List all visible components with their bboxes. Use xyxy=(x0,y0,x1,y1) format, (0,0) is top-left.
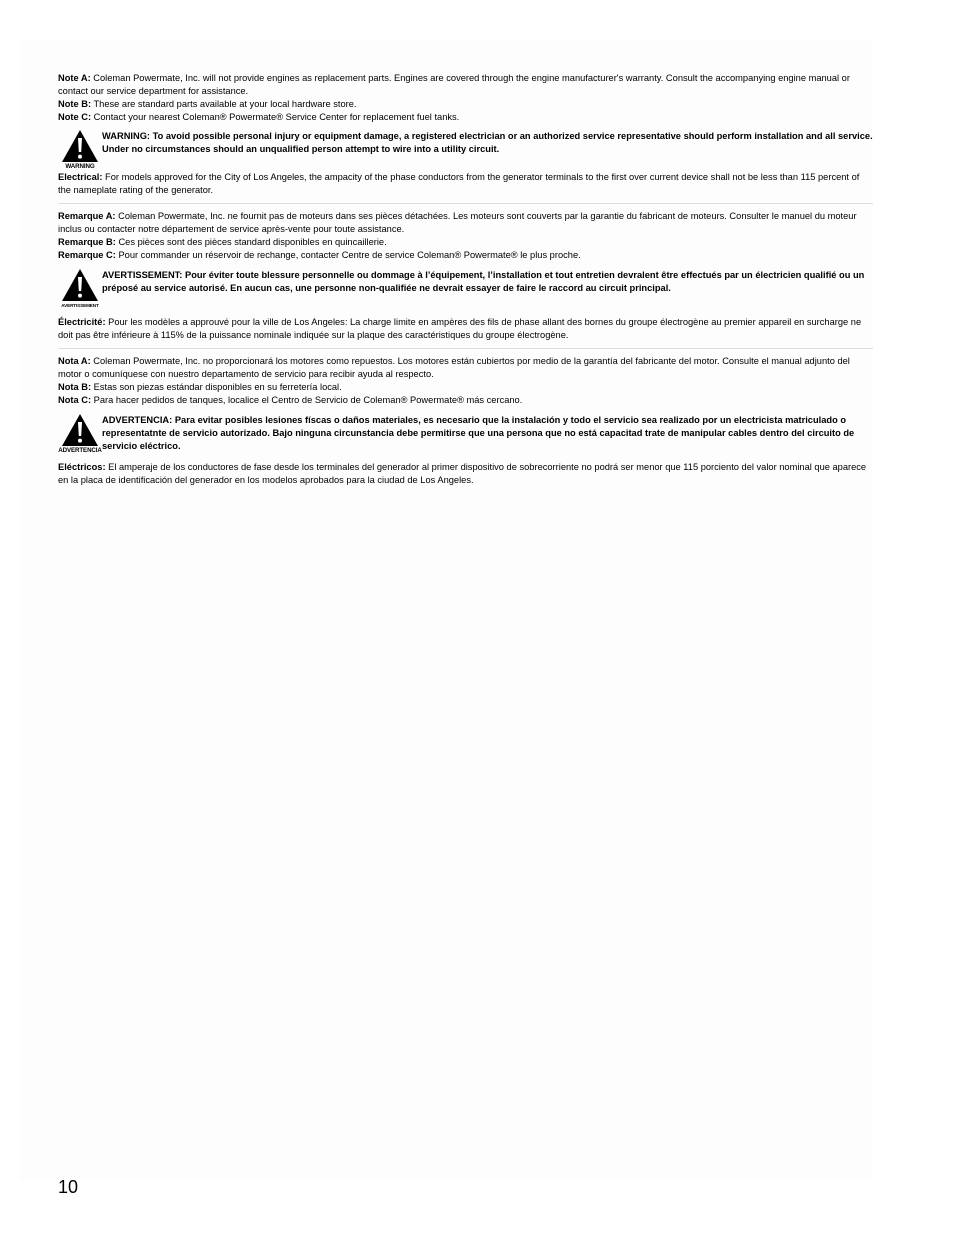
remarque-a xyxy=(58,210,873,236)
avertissement-text: AVERTISSEMENT: Pour éviter toute blessure personnelle ou dommage à l’équipement, l’installation et tout entretien devralent être effectués par un électricien qualifié ou un préposé au service autorisé. En aucun cas, une personne non-qualifiée ne devrait essayer de faire le raccord au circuit principal. xyxy=(102,270,865,293)
electrical-note xyxy=(58,171,873,197)
page-number: 10 xyxy=(58,1177,79,1197)
note-b xyxy=(58,98,873,111)
warning-text: WARNING: To avoid possible personal injury or equipment damage, a registered electrician or an authorized service representative should perform installation and all service. Under no circumstances should an unqualified person attempt to wire into a utility circuit. xyxy=(102,131,873,154)
nota-c-text: Para hacer pedidos de tanques, localice el Centro de Servicio de Coleman® Powermate® más cercano. xyxy=(91,395,523,405)
avertissement-block xyxy=(58,268,873,310)
avertissement-icon-label: AVERTISSEMENT xyxy=(61,303,99,308)
nota-c-label: Nota C: xyxy=(58,395,92,405)
note-b-text: These are standard parts available at your local hardware store. xyxy=(91,99,357,109)
warning-block xyxy=(58,129,873,171)
warning-icon-box xyxy=(58,129,102,171)
remarque-b-text: Ces pièces sont des pièces standard disponibles en quincaillerie. xyxy=(115,237,387,247)
note-a-text: Coleman Powermate, Inc. will not provide engines as replacement parts. Engines are covered through the engine manufacturer's warranty. Consult the accompanying engine manual or contact our service department for assistance. xyxy=(58,73,850,96)
warning-exclamation-icon xyxy=(61,129,99,163)
nota-b-text: Estas son piezas estándar disponibles en su ferretería local. xyxy=(91,382,342,392)
electricos-label: Eléctricos: xyxy=(58,462,106,472)
remarque-a-label: Remarque A: xyxy=(58,211,116,221)
nota-b xyxy=(58,381,873,394)
nota-a-label: Nota A: xyxy=(58,356,91,366)
warning-exclamation-icon xyxy=(61,413,99,447)
advertencia-icon-label: ADVERTENCIA xyxy=(58,447,102,454)
note-c xyxy=(58,111,873,124)
document-body xyxy=(58,72,873,487)
advertencia-text: ADVERTENCIA: Para evitar posibles lesiones físcas o daños materiales, es necesario que la instalación y todo el servicio sea realizado por un electricista matriculado o representatnte de servicio autorizado. Bajo ninguna circunstancia debe permitirse que una persona que no está capacitad trate de manipular cables dentro del circuito de servicio eléctrico. xyxy=(102,415,855,451)
electricos-note xyxy=(58,461,873,487)
note-a xyxy=(58,72,873,98)
remarque-c-text: Pour commander un réservoir de rechange, contacter Centre de service Coleman® Powermate® le plus proche. xyxy=(115,250,581,260)
electricite-label: Électricité: xyxy=(58,317,106,327)
avertissement-icon-box xyxy=(58,268,102,310)
electricite-note xyxy=(58,316,873,342)
remarque-a-text: Coleman Powermate, Inc. ne fournit pas de moteurs dans ses pièces détachées. Les moteurs sont couverts par la garantie du fabricant de moteurs. Consulter le manuel du moteur inclus ou contacter notre département de service après-vente pour toute assistance. xyxy=(58,211,857,234)
remarque-b-label: Remarque B: xyxy=(58,237,116,247)
note-c-label: Note C: xyxy=(58,112,92,122)
warning-exclamation-icon xyxy=(61,268,99,302)
french-section xyxy=(58,210,873,342)
electricite-text: Pour les modèles a approuvé pour la ville de Los Angeles: La charge limite en ampères des fils de phase allant des bornes du groupe électrogène au premier appareil en surcharge ne doit pas être inférieure à 115% de la puissance nominale indiquée sur la plaque des caractéristiques du groupe électrogène. xyxy=(58,317,862,340)
nota-b-label: Nota B: xyxy=(58,382,92,392)
english-section xyxy=(58,72,873,197)
note-b-label: Note B: xyxy=(58,99,92,109)
section-divider xyxy=(58,203,873,204)
note-a-label: Note A: xyxy=(58,73,91,83)
nota-a xyxy=(58,355,873,381)
spanish-section xyxy=(58,355,873,487)
electricos-text: El amperaje de los conductores de fase desde los terminales del generador al primer dispositivo de sobrecorriente no podrá ser menor que 115 porciento del valor nominal que aparece en la placa de identificación del generador en los modelos aprobados para la ciudad de Los Angeles. xyxy=(58,462,867,485)
electrical-label: Electrical: xyxy=(58,172,103,182)
remarque-c-label: Remarque C: xyxy=(58,250,116,260)
nota-a-text: Coleman Powermate, Inc. no proporcionará los motores como repuestos. Los motores están cubiertos por medio de la garantía del fabricante del motor. Consulte el manual adjunto del motor o comuníquese con nuestro departamento de servicio para recibir ayuda al respecto. xyxy=(58,356,850,379)
warning-icon-label: WARNING xyxy=(65,163,95,170)
remarque-c xyxy=(58,249,873,262)
nota-c xyxy=(58,394,873,407)
remarque-b xyxy=(58,236,873,249)
section-divider xyxy=(58,348,873,349)
advertencia-block xyxy=(58,413,873,455)
note-c-text: Contact your nearest Coleman® Powermate® Service Center for replacement fuel tanks. xyxy=(91,112,460,122)
advertencia-icon-box xyxy=(58,413,102,455)
electrical-text: For models approved for the City of Los Angeles, the ampacity of the phase conductors from the generator terminals to the first over current device shall not be less than 115 percent of the nameplate rating of the generator. xyxy=(58,172,860,195)
